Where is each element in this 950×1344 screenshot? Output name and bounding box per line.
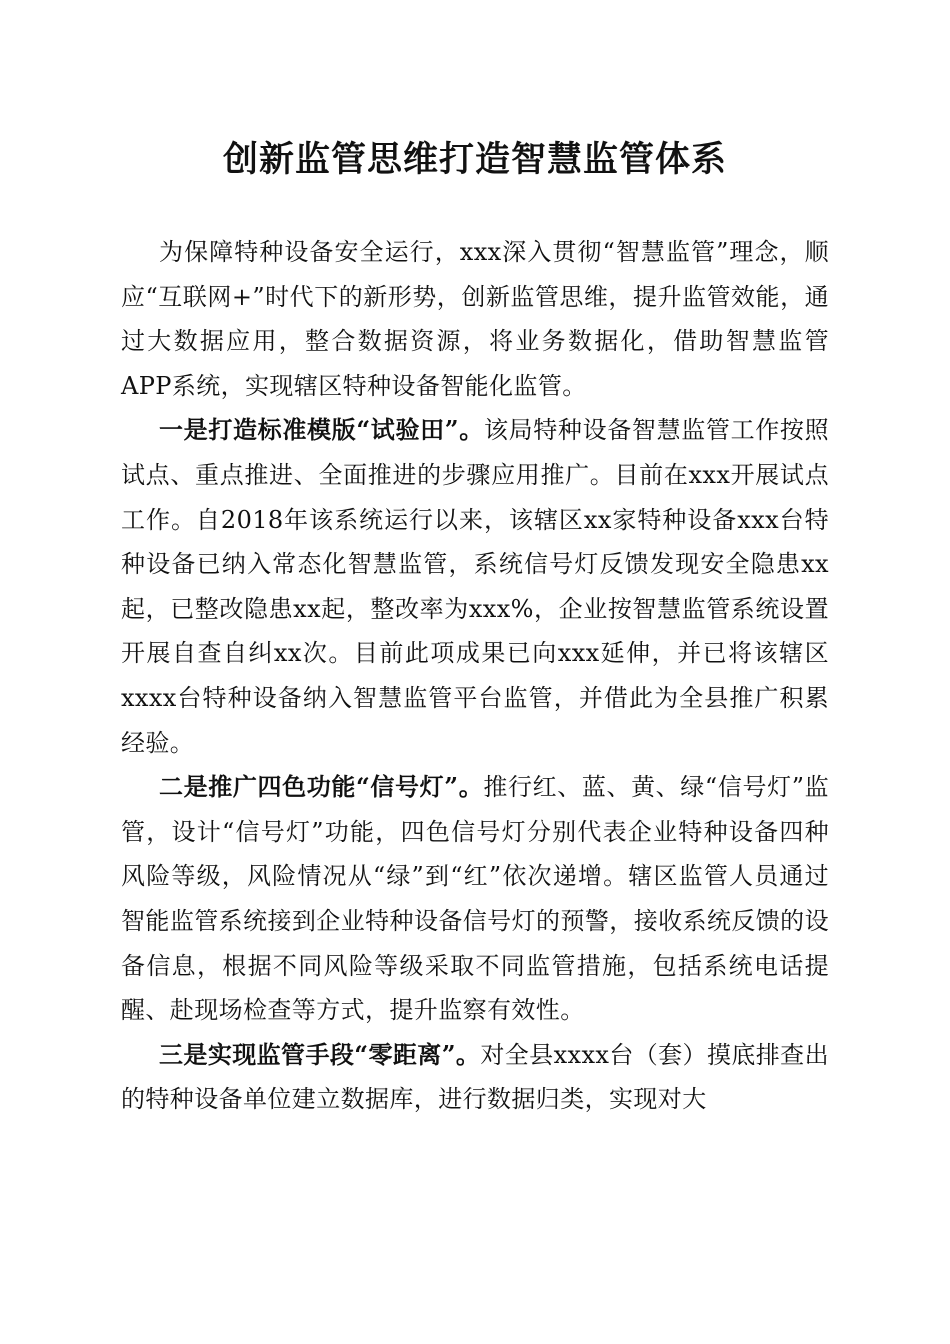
paragraph-lead: 三是实现监管手段“零距离”。 bbox=[159, 1039, 481, 1069]
paragraph-lead: 二是推广四色功能“信号灯”。 bbox=[159, 772, 484, 802]
paragraph-2 bbox=[121, 765, 829, 1033]
paragraph-3 bbox=[121, 1033, 829, 1122]
paragraph-text: 该局特种设备智慧监管工作按照试点、重点推进、全面推进的步骤应用推广。目前在xxx开展试点工作。自2018年该系统运行以来，该辖区xx家特种设备xxx台特种设备已纳入常态化智慧监管，系统信号灯反馈发现安全隐患xx起，已整改隐患xx起，整改率为xxx%，企业按智慧监管系统设置开展自查自纠xx次。目前此项成果已向xxx延伸，并已将该辖区xxxx台特种设备纳入智慧监管平台监管，并借此为全县推广积累经验。 bbox=[121, 416, 829, 757]
paragraph-text: 对全县xxxx台（套）摸底排查出的特种设备单位建立数据库，进行数据归类，实现对大 bbox=[121, 1040, 829, 1114]
paragraph-intro bbox=[121, 230, 829, 408]
document-title: 创新监管思维打造智慧监管体系 bbox=[222, 139, 727, 180]
paragraph-text: 推行红、蓝、黄、绿“信号灯”监管，设计“信号灯”功能，四色信号灯分别代表企业特种设备四种风险等级，风险情况从“绿”到“红”依次递增。辖区监管人员通过智能监管系统接到企业特种设备信号灯的预警，接收系统反馈的设备信息，根据不同风险等级采取不同监管措施，包括系统电话提醒、赴现场检查等方式，提升监察有效性。 bbox=[121, 773, 829, 1025]
paragraph-lead: 一是打造标准模版“试验田”。 bbox=[159, 415, 484, 445]
document-body bbox=[121, 230, 829, 1122]
paragraph-1 bbox=[121, 408, 829, 765]
paragraph-text: 为保障特种设备安全运行，xxx深入贯彻“智慧监管”理念，顺应“互联网+”时代下的新形势，创新监管思维，提升监管效能，通过大数据应用，整合数据资源，将业务数据化，借助智慧监管APP系统，实现辖区特种设备智能化监管。 bbox=[121, 238, 829, 400]
